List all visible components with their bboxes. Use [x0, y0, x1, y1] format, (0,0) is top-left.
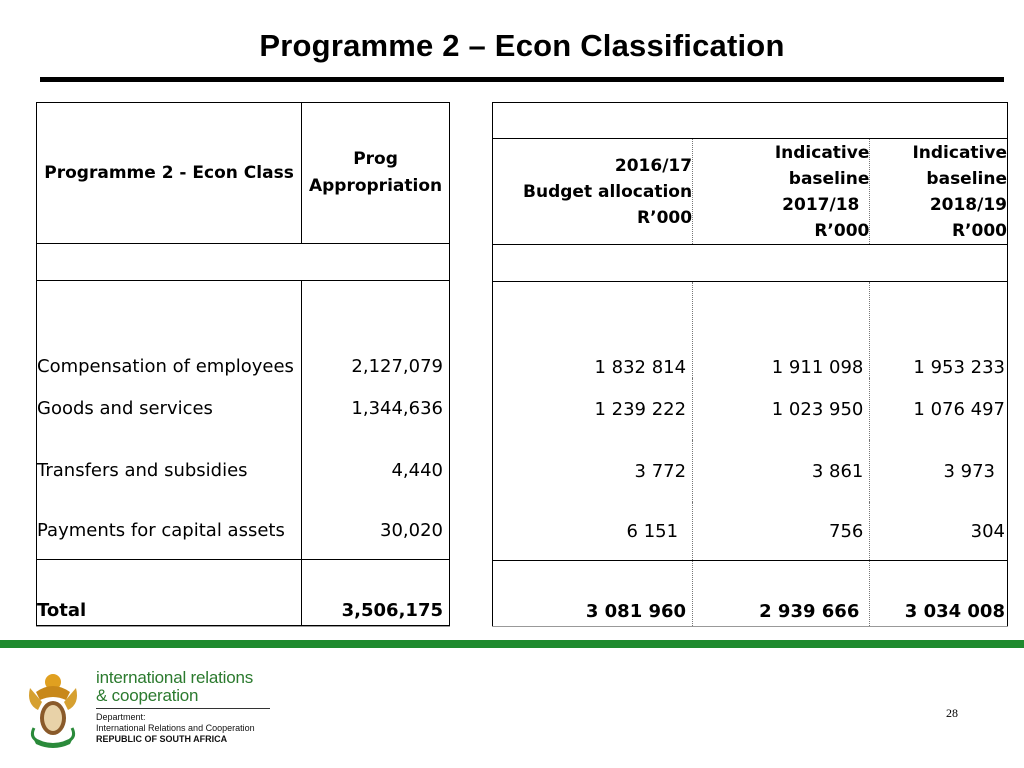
row-value: 4,440 — [302, 439, 450, 501]
budget-baseline-table — [492, 102, 1008, 627]
table-top-row — [493, 103, 1008, 139]
brand-divider — [96, 708, 270, 709]
row-label: Compensation of employees — [37, 281, 302, 378]
table-header-row — [493, 139, 1008, 245]
header-line: R’000 — [814, 220, 870, 241]
header-2017-18 — [693, 139, 870, 245]
row-label: Payments for capital assets — [37, 501, 302, 560]
table-row — [37, 501, 450, 560]
header-line: Indicative baseline — [774, 142, 870, 189]
header-prog-line1: Prog — [353, 149, 398, 169]
row-label: Transfers and subsidies — [37, 439, 302, 501]
header-line: 2016/17 — [614, 155, 693, 176]
country-name: REPUBLIC OF SOUTH AFRICA — [96, 734, 228, 744]
row-label: Goods and services — [37, 377, 302, 439]
table-row — [37, 377, 450, 439]
brand-line-2: & cooperation — [96, 686, 199, 705]
cell-2016-17: 3 772 — [493, 440, 693, 502]
table-row — [493, 378, 1008, 440]
header-econ-class: Programme 2 - Econ Class — [37, 103, 302, 244]
total-row — [37, 560, 450, 626]
programme-appropriation-table — [36, 102, 450, 626]
header-line: baseline — [926, 168, 1007, 189]
cell-2018-19: 3 973 — [870, 440, 1008, 502]
page-number: 28 — [946, 706, 958, 720]
right-table-bottom-rule — [492, 626, 1008, 627]
cell-2017-18: 1 911 098 — [693, 282, 870, 379]
cell-2016-17: 1 239 222 — [493, 378, 693, 440]
spacer-row — [37, 244, 450, 281]
page-title: Programme 2 – Econ Classification — [259, 28, 785, 63]
total-2016-17: 3 081 960 — [493, 561, 693, 627]
total-value: 3,506,175 — [302, 560, 450, 626]
header-prog-appropriation — [302, 103, 450, 244]
left-table-bottom-rule — [36, 626, 450, 627]
header-line: R’000 — [637, 207, 693, 228]
cell-2017-18: 3 861 — [693, 440, 870, 502]
cell-2017-18: 1 023 950 — [693, 378, 870, 440]
row-value: 30,020 — [302, 501, 450, 560]
row-value: 1,344,636 — [302, 377, 450, 439]
cell-2017-18: 756 — [693, 502, 870, 561]
department-name: International Relations and Cooperation — [96, 723, 255, 733]
table-header-row — [37, 103, 450, 244]
cell-2018-19: 1 953 233 — [870, 282, 1008, 379]
header-line: Indicative — [912, 142, 1007, 163]
table-row — [493, 502, 1008, 561]
table-row — [37, 439, 450, 501]
cell-2016-17: 6 151 — [493, 502, 693, 561]
header-line: 2018/19 — [929, 194, 1007, 215]
total-2018-19: 3 034 008 — [870, 561, 1008, 627]
total-2017-18: 2 939 666 — [693, 561, 870, 627]
header-2018-19 — [870, 139, 1008, 245]
header-line: Budget allocation — [523, 181, 693, 202]
spacer-row — [493, 245, 1008, 282]
header-2016-17 — [493, 139, 693, 245]
row-value: 2,127,079 — [302, 281, 450, 378]
coat-of-arms-icon — [24, 670, 82, 750]
cell-2018-19: 304 — [870, 502, 1008, 561]
cell-2018-19: 1 076 497 — [870, 378, 1008, 440]
table-row — [493, 440, 1008, 502]
total-row — [493, 561, 1008, 627]
brand-line-1: international relations — [96, 668, 253, 687]
total-label: Total — [37, 560, 302, 626]
table-row — [493, 282, 1008, 379]
footer-green-band — [0, 640, 1024, 648]
header-line: R’000 — [951, 220, 1007, 241]
header-line: 2017/18 — [782, 194, 860, 215]
department-label: Department: — [96, 712, 146, 722]
table-row — [37, 281, 450, 378]
cell-2016-17: 1 832 814 — [493, 282, 693, 379]
header-prog-line2: Appropriation — [308, 176, 443, 196]
title-underline — [40, 77, 1004, 82]
